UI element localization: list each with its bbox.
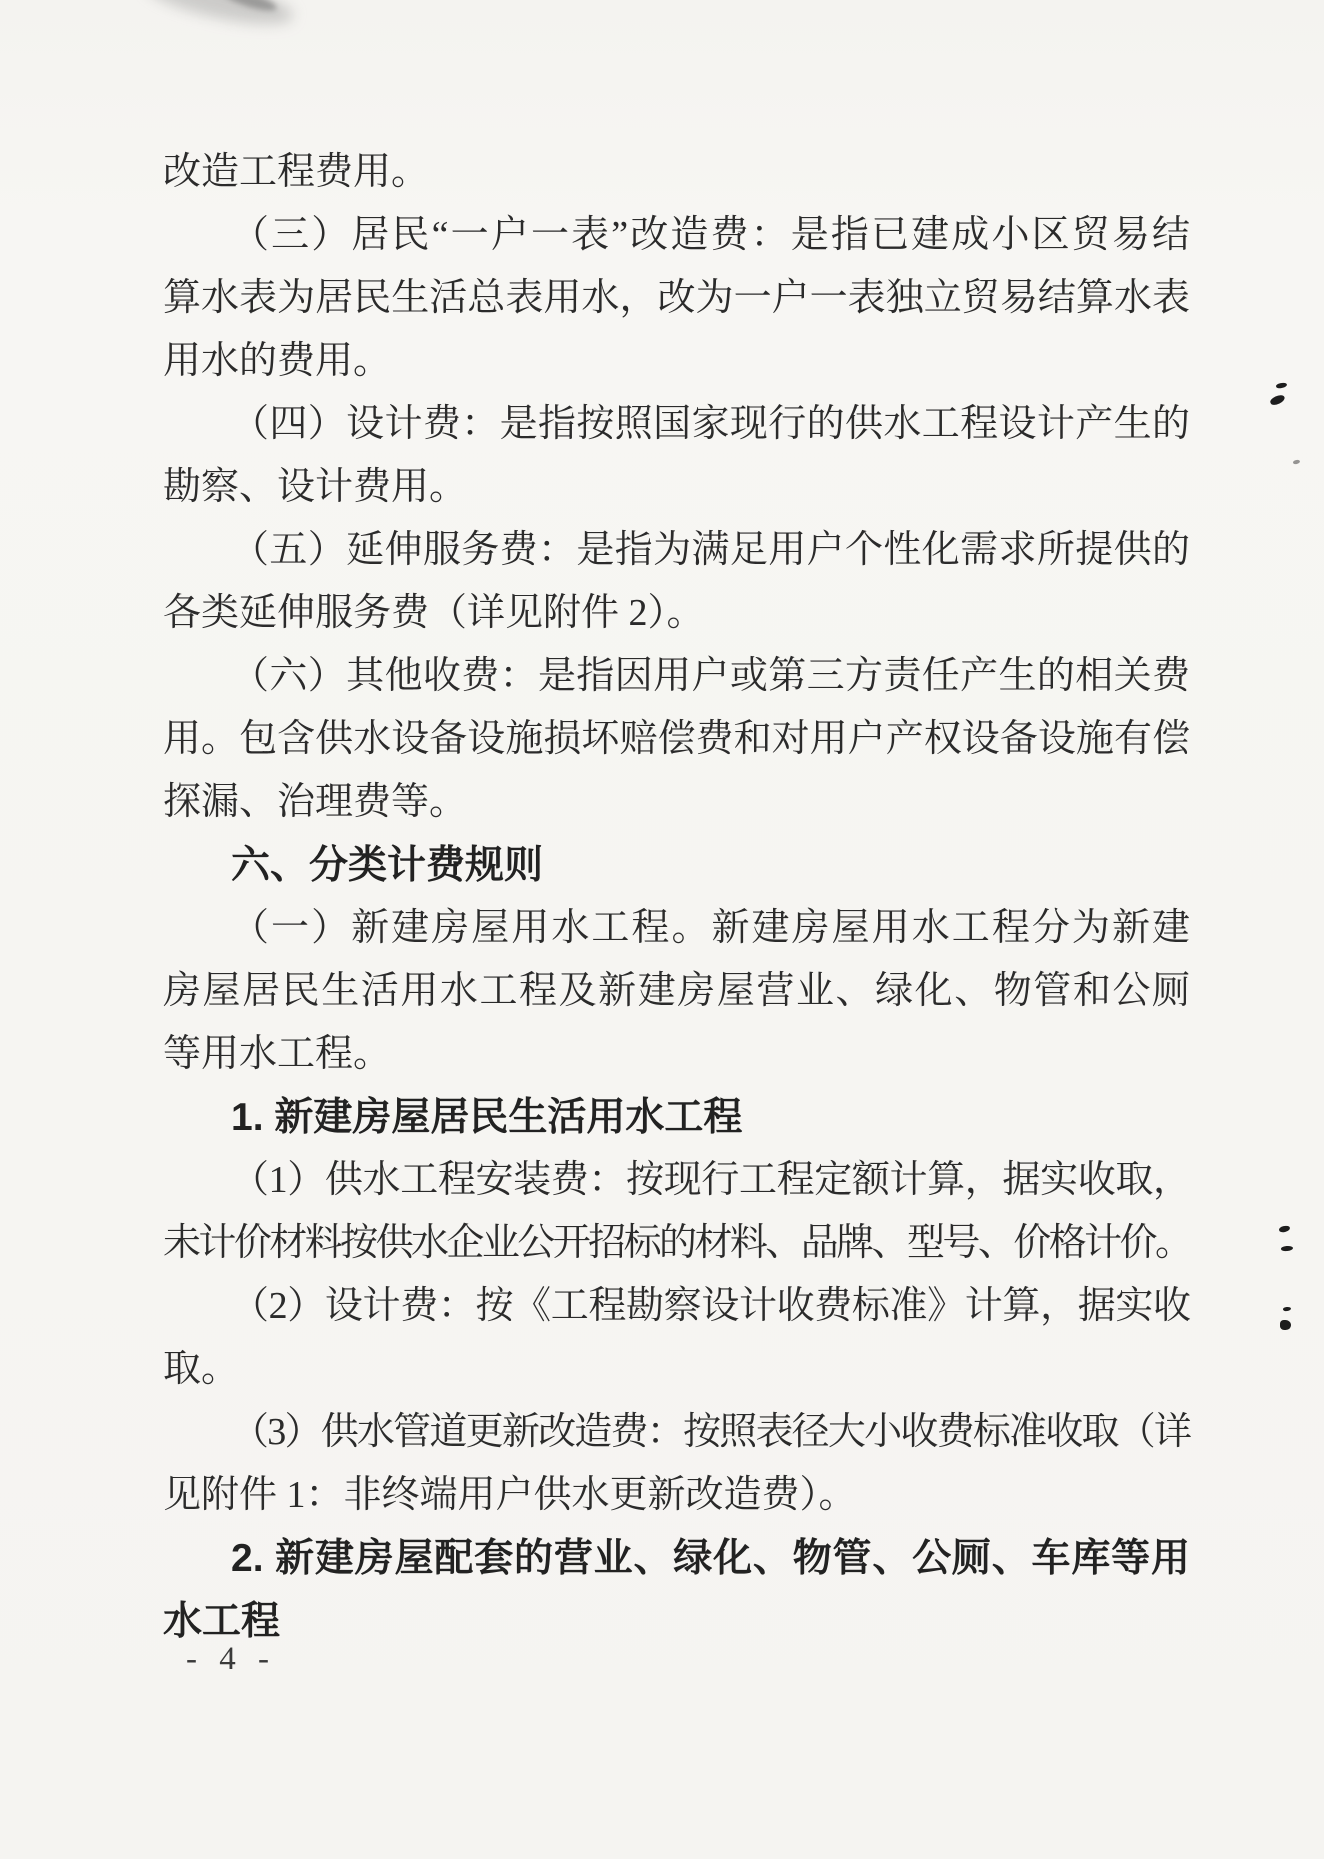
text-line: 各类延伸服务费（详见附件 2）。 — [163, 592, 705, 634]
text-line: （五）延伸服务费：是指为满足用户个性化需求所提供的 — [231, 529, 1190, 571]
heading-line: 2. 新建房屋配套的营业、绿化、物管、公厕、车库等用 — [231, 1537, 1190, 1580]
text-line: 算水表为居民生活总表用水，改为一户一表独立贸易结算水表 — [163, 277, 1190, 319]
text-line: （四）设计费：是指按照国家现行的供水工程设计产生的 — [231, 403, 1190, 445]
text-line: 用水的费用。 — [163, 340, 392, 382]
ink-speck — [1283, 1306, 1291, 1311]
ink-speck — [1278, 1225, 1290, 1233]
text-line: 等用水工程。 — [163, 1033, 392, 1075]
document-text — [163, 141, 1190, 1653]
text-line: （一）新建房屋用水工程。新建房屋用水工程分为新建 — [231, 907, 1190, 949]
ink-speck — [1281, 1245, 1293, 1251]
ink-speck — [1293, 459, 1301, 465]
page-number: - 4 - — [186, 1641, 276, 1677]
text-line: （1）供水工程安装费：按现行工程定额计算，据实收取， — [231, 1159, 1190, 1201]
text-line: （六）其他收费：是指因用户或第三方责任产生的相关费 — [231, 655, 1190, 697]
text-line: （3）供水管道更新改造费：按照表径大小收费标准收取（详 — [231, 1411, 1190, 1453]
text-line: 改造工程费用。 — [163, 151, 430, 193]
text-line: （三）居民“一户一表”改造费：是指已建成小区贸易结 — [231, 214, 1190, 256]
heading-line: 六、分类计费规则 — [231, 844, 544, 887]
ink-speck — [1269, 393, 1286, 407]
text-line: （2）设计费：按《工程勘察设计收费标准》计算，据实收 — [231, 1285, 1190, 1327]
text-line: 房屋居民生活用水工程及新建房屋营业、绿化、物管和公厕 — [163, 970, 1190, 1012]
text-line: 探漏、治理费等。 — [163, 781, 468, 823]
text-line: 勘察、设计费用。 — [163, 466, 468, 508]
heading-line: 1. 新建房屋居民生活用水工程 — [231, 1096, 743, 1139]
text-line: 未计价材料按供水企业公开招标的材料、品牌、型号、价格计价。 — [163, 1222, 1190, 1264]
heading-line: 水工程 — [163, 1600, 281, 1643]
ink-speck — [1280, 1320, 1291, 1330]
text-line: 用。包含供水设备设施损坏赔偿费和对用户产权设备设施有偿 — [163, 718, 1190, 760]
text-line: 取。 — [163, 1348, 240, 1390]
text-line: 见附件 1：非终端用户供水更新改造费）。 — [163, 1474, 857, 1516]
ink-speck — [1276, 382, 1288, 389]
